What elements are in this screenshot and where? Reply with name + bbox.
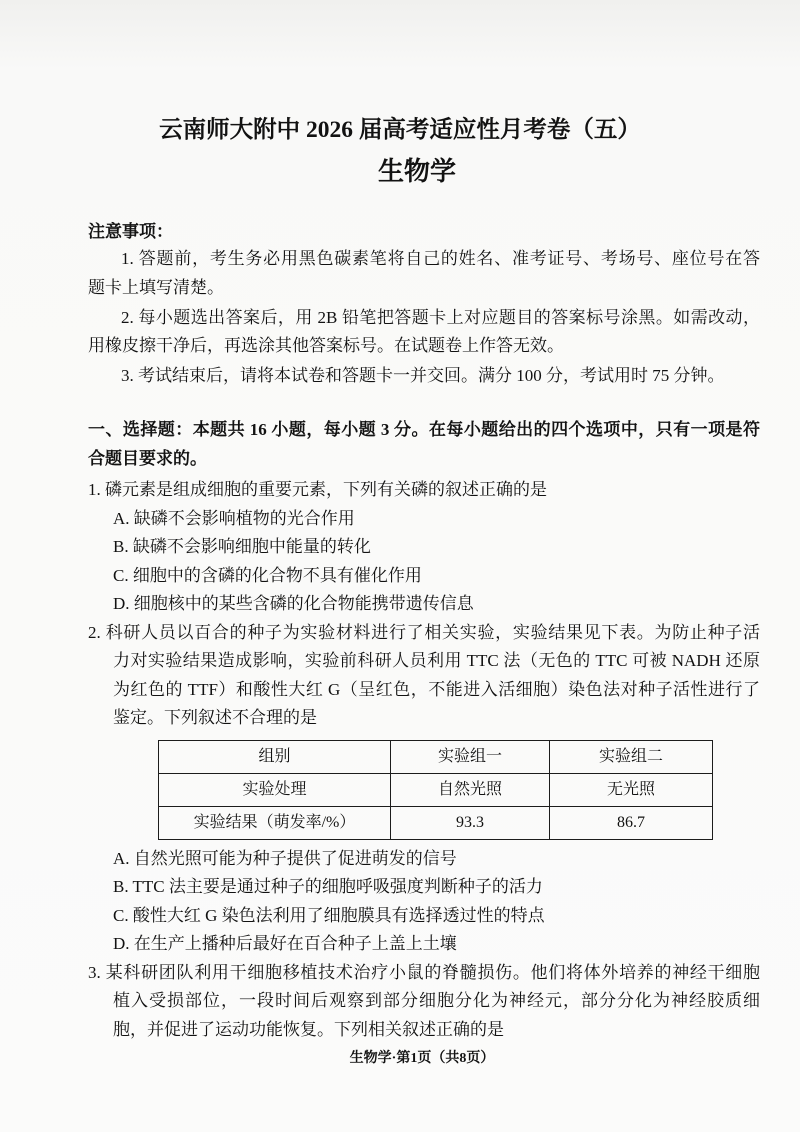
table-cell: 实验处理 — [159, 773, 391, 806]
option-a: A. 缺磷不会影响植物的光合作用 — [113, 508, 355, 528]
exam-body — [88, 219, 760, 1044]
table-header-cell: 组别 — [159, 740, 391, 773]
notice-item-line: 1. 答题前，考生务必用黑色碳素笔将自己的姓名、准考证号、考场号、座位号在答 — [121, 249, 760, 268]
question-stem — [88, 476, 760, 505]
option-c: C. 细胞中的含磷的化合物不具有催化作用 — [113, 565, 422, 585]
question-stem — [88, 959, 760, 1045]
notice-item-1 — [88, 245, 760, 302]
option-a: A. 自然光照可能为种子提供了促进萌发的信号 — [113, 848, 457, 868]
option-d: D. 在生产上播种后最好在百合种子上盖上土壤 — [113, 934, 457, 953]
notice-section — [88, 219, 760, 391]
table-cell: 无光照 — [550, 773, 713, 806]
subject-title: 生物学 — [377, 157, 456, 186]
table-header-cell: 实验组二 — [550, 740, 713, 773]
notice-item-2 — [88, 304, 760, 361]
question-stem-line: 1. 磷元素是组成细胞的重要元素，下列有关磷的叙述正确的是 — [88, 480, 547, 499]
answer-options — [88, 845, 760, 959]
notice-item-line: 2. 每小题选出答案后，用 2B 铅笔把答题卡上对应题目的答案标号涂黑。如需改动， — [121, 307, 760, 327]
page-footer: 生物学·第1页（共8页） — [349, 1051, 495, 1066]
answer-options — [88, 505, 760, 619]
section-heading-line: 一、选择题：本题共 16 小题，每小题 3 分。在每小题给出的四个选项中，只有一项是符 — [88, 420, 760, 439]
question-stem-line: 胞，并促进了运动功能恢复。下列相关叙述正确的是 — [113, 1019, 504, 1039]
option-d: D. 细胞核中的某些含磷的化合物能携带遗传信息 — [113, 594, 474, 613]
notice-item-line: 题卡上填写清楚。 — [88, 277, 224, 297]
question-1 — [88, 476, 760, 619]
results-table-wrapper — [158, 740, 712, 840]
notice-item-line: 3. 考试结束后，请将本试卷和答题卡一并交回。满分 100 分，考试用时 75 分钟。 — [121, 366, 725, 385]
question-stem-line: 3. 某科研团队利用干细胞移植技术治疗小鼠的脊髓损伤。他们将体外培养的神经干细胞 — [88, 962, 760, 982]
table-header-cell: 实验组一 — [391, 740, 550, 773]
table-cell: 实验结果（萌发率/%） — [159, 806, 391, 839]
exam-title: 云南师大附中 2026 届高考适应性月考卷（五） — [159, 117, 641, 143]
question-stem-line: 为红色的 TTF）和酸性大红 G（呈红色，不能进入活细胞）染色法对种子活性进行了 — [113, 679, 760, 699]
table-row — [159, 773, 713, 806]
section-heading — [88, 416, 760, 473]
notice-heading: 注意事项： — [88, 222, 173, 241]
table-cell: 86.7 — [550, 806, 713, 839]
section-heading-line: 合题目要求的。 — [88, 448, 207, 468]
table-row — [159, 806, 713, 839]
question-stem-line: 植入受损部位，一段时间后观察到部分细胞分化为神经元，部分分化为神经胶质细 — [113, 991, 760, 1010]
option-b: B. TTC 法主要是通过种子的细胞呼吸强度判断种子的活力 — [113, 877, 543, 896]
table-header-row — [159, 740, 713, 773]
question-3 — [88, 959, 760, 1045]
table-cell: 自然光照 — [391, 773, 550, 806]
question-stem — [88, 619, 760, 733]
notice-item-3 — [88, 362, 760, 391]
table-cell: 93.3 — [391, 806, 550, 839]
results-table — [158, 740, 713, 840]
question-stem-line: 鉴定。下列叙述不合理的是 — [113, 708, 317, 727]
question-2 — [88, 619, 760, 959]
question-stem-line: 2. 科研人员以百合的种子为实验材料进行了相关实验，实验结果见下表。为防止种子活 — [88, 622, 760, 642]
notice-item-line: 用橡皮擦干净后，再选涂其他答案标号。在试题卷上作答无效。 — [88, 336, 564, 355]
question-stem-line: 力对实验结果造成影响，实验前科研人员利用 TTC 法（无色的 TTC 可被 NADH 还原 — [113, 651, 760, 670]
option-c: C. 酸性大红 G 染色法利用了细胞膜具有选择透过性的特点 — [113, 905, 545, 925]
option-b: B. 缺磷不会影响细胞中能量的转化 — [113, 537, 371, 556]
